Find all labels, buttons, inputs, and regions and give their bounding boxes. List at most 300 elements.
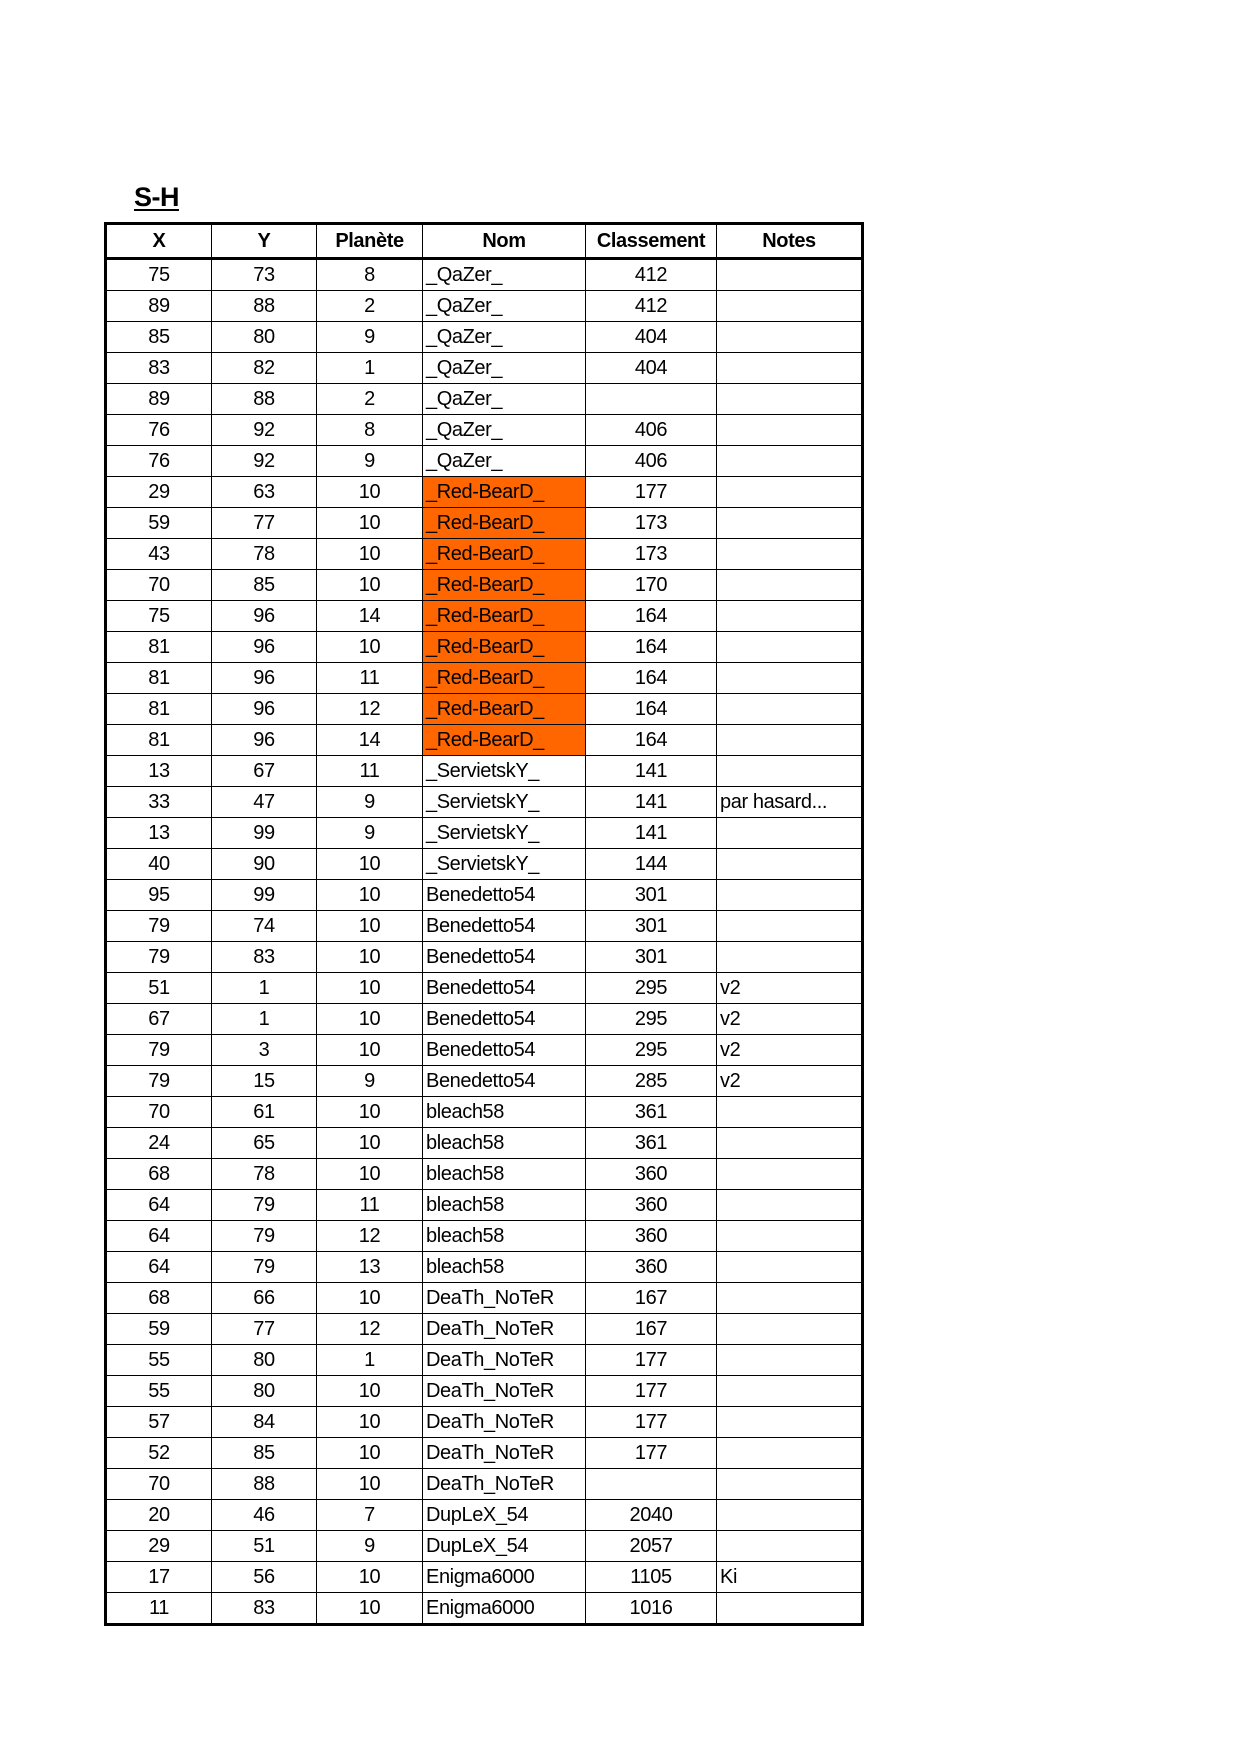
cell-nom: DeaTh_NoTeR: [423, 1376, 586, 1407]
cell-classement: 404: [586, 353, 717, 384]
cell-planete: 9: [317, 1066, 423, 1097]
cell-nom: bleach58: [423, 1159, 586, 1190]
cell-x: 17: [106, 1562, 212, 1593]
cell-classement: 361: [586, 1097, 717, 1128]
cell-classement: 164: [586, 725, 717, 756]
cell-classement: 406: [586, 415, 717, 446]
cell-x: 24: [106, 1128, 212, 1159]
cell-y: 80: [212, 1345, 317, 1376]
cell-notes: [717, 942, 863, 973]
cell-y: 74: [212, 911, 317, 942]
cell-x: 57: [106, 1407, 212, 1438]
cell-notes: [717, 570, 863, 601]
cell-classement: 177: [586, 1438, 717, 1469]
coordinates-table: [104, 222, 864, 1626]
cell-planete: 10: [317, 911, 423, 942]
cell-notes: [717, 508, 863, 539]
cell-y: 78: [212, 1159, 317, 1190]
cell-planete: 9: [317, 787, 423, 818]
cell-x: 85: [106, 322, 212, 353]
cell-x: 13: [106, 818, 212, 849]
cell-y: 96: [212, 694, 317, 725]
cell-notes: [717, 1345, 863, 1376]
cell-nom: _Red-BearD_: [423, 508, 586, 539]
cell-classement: 360: [586, 1221, 717, 1252]
table-row: [106, 1407, 863, 1438]
cell-x: 79: [106, 1035, 212, 1066]
table-row: [106, 1221, 863, 1252]
table-row: [106, 663, 863, 694]
cell-nom: _ServietskY_: [423, 849, 586, 880]
cell-notes: [717, 1407, 863, 1438]
cell-classement: 177: [586, 1376, 717, 1407]
cell-classement: 173: [586, 539, 717, 570]
cell-notes: [717, 1252, 863, 1283]
table-row: [106, 1562, 863, 1593]
cell-planete: 10: [317, 942, 423, 973]
cell-nom: Benedetto54: [423, 1035, 586, 1066]
cell-classement: 301: [586, 880, 717, 911]
cell-nom: DeaTh_NoTeR: [423, 1469, 586, 1500]
cell-planete: 11: [317, 756, 423, 787]
cell-x: 11: [106, 1593, 212, 1625]
table-row: [106, 570, 863, 601]
cell-nom: Enigma6000: [423, 1593, 586, 1625]
cell-notes: [717, 632, 863, 663]
cell-planete: 10: [317, 1097, 423, 1128]
table-row: [106, 415, 863, 446]
cell-y: 65: [212, 1128, 317, 1159]
table-row: [106, 353, 863, 384]
cell-notes: [717, 756, 863, 787]
cell-notes: [717, 880, 863, 911]
table-row: [106, 1345, 863, 1376]
cell-nom: DeaTh_NoTeR: [423, 1314, 586, 1345]
cell-planete: 10: [317, 880, 423, 911]
cell-planete: 11: [317, 663, 423, 694]
cell-planete: 11: [317, 1190, 423, 1221]
cell-notes: [717, 1531, 863, 1562]
cell-planete: 10: [317, 1035, 423, 1066]
table-row: [106, 911, 863, 942]
cell-classement: 141: [586, 787, 717, 818]
cell-classement: 295: [586, 1035, 717, 1066]
cell-notes: [717, 1097, 863, 1128]
cell-nom: bleach58: [423, 1221, 586, 1252]
cell-planete: 10: [317, 1407, 423, 1438]
cell-x: 70: [106, 570, 212, 601]
cell-classement: 2040: [586, 1500, 717, 1531]
cell-x: 55: [106, 1376, 212, 1407]
cell-planete: 12: [317, 1221, 423, 1252]
cell-planete: 10: [317, 570, 423, 601]
cell-planete: 10: [317, 477, 423, 508]
cell-planete: 9: [317, 1531, 423, 1562]
table-row: [106, 1066, 863, 1097]
table-row: [106, 1376, 863, 1407]
cell-x: 64: [106, 1221, 212, 1252]
cell-nom: bleach58: [423, 1097, 586, 1128]
cell-y: 15: [212, 1066, 317, 1097]
cell-x: 68: [106, 1159, 212, 1190]
cell-notes: v2: [717, 1004, 863, 1035]
cell-planete: 10: [317, 1128, 423, 1159]
cell-x: 75: [106, 259, 212, 291]
cell-notes: [717, 725, 863, 756]
cell-classement: 164: [586, 601, 717, 632]
cell-notes: par hasard...: [717, 787, 863, 818]
cell-x: 52: [106, 1438, 212, 1469]
cell-planete: 14: [317, 725, 423, 756]
cell-x: 43: [106, 539, 212, 570]
cell-nom: _Red-BearD_: [423, 539, 586, 570]
cell-classement: 301: [586, 942, 717, 973]
cell-classement: 412: [586, 291, 717, 322]
cell-planete: 2: [317, 384, 423, 415]
cell-x: 68: [106, 1283, 212, 1314]
cell-notes: [717, 259, 863, 291]
cell-y: 88: [212, 1469, 317, 1500]
table-row: [106, 259, 863, 291]
cell-y: 46: [212, 1500, 317, 1531]
cell-y: 61: [212, 1097, 317, 1128]
cell-x: 59: [106, 1314, 212, 1345]
table-row: [106, 1500, 863, 1531]
cell-y: 96: [212, 725, 317, 756]
cell-nom: DeaTh_NoTeR: [423, 1438, 586, 1469]
cell-planete: 10: [317, 1004, 423, 1035]
cell-y: 51: [212, 1531, 317, 1562]
table-row: [106, 1283, 863, 1314]
sheet-title: S-H: [134, 182, 179, 212]
cell-x: 59: [106, 508, 212, 539]
cell-planete: 9: [317, 818, 423, 849]
cell-notes: [717, 694, 863, 725]
table-row: [106, 477, 863, 508]
column-header-classement: Classement: [586, 224, 717, 259]
cell-planete: 10: [317, 539, 423, 570]
table-row: [106, 601, 863, 632]
cell-x: 13: [106, 756, 212, 787]
cell-planete: 10: [317, 1438, 423, 1469]
cell-classement: 360: [586, 1190, 717, 1221]
table-row: [106, 1531, 863, 1562]
cell-y: 85: [212, 1438, 317, 1469]
cell-planete: 10: [317, 1469, 423, 1500]
cell-x: 67: [106, 1004, 212, 1035]
table-row: [106, 1128, 863, 1159]
cell-planete: 10: [317, 1283, 423, 1314]
cell-notes: [717, 911, 863, 942]
cell-planete: 12: [317, 1314, 423, 1345]
table-row: [106, 1314, 863, 1345]
cell-x: 81: [106, 632, 212, 663]
table-row: [106, 1035, 863, 1066]
cell-classement: 285: [586, 1066, 717, 1097]
cell-y: 85: [212, 570, 317, 601]
cell-notes: [717, 291, 863, 322]
cell-classement: 360: [586, 1252, 717, 1283]
table-row: [106, 322, 863, 353]
cell-y: 79: [212, 1221, 317, 1252]
cell-y: 96: [212, 601, 317, 632]
cell-notes: [717, 477, 863, 508]
cell-nom: _QaZer_: [423, 446, 586, 477]
cell-notes: [717, 1593, 863, 1625]
table-row: [106, 942, 863, 973]
cell-x: 95: [106, 880, 212, 911]
cell-nom: DupLeX_54: [423, 1500, 586, 1531]
cell-y: 77: [212, 1314, 317, 1345]
cell-notes: [717, 322, 863, 353]
cell-classement: 406: [586, 446, 717, 477]
cell-y: 99: [212, 880, 317, 911]
cell-x: 83: [106, 353, 212, 384]
cell-classement: 177: [586, 1345, 717, 1376]
table-row: [106, 1190, 863, 1221]
cell-x: 51: [106, 973, 212, 1004]
cell-x: 79: [106, 942, 212, 973]
header-row: [106, 224, 863, 259]
cell-y: 3: [212, 1035, 317, 1066]
cell-x: 64: [106, 1190, 212, 1221]
cell-notes: [717, 1376, 863, 1407]
cell-planete: 8: [317, 259, 423, 291]
cell-classement: 360: [586, 1159, 717, 1190]
cell-x: 75: [106, 601, 212, 632]
cell-nom: bleach58: [423, 1252, 586, 1283]
table-row: [106, 849, 863, 880]
cell-classement: 1016: [586, 1593, 717, 1625]
cell-nom: _QaZer_: [423, 353, 586, 384]
cell-nom: Benedetto54: [423, 911, 586, 942]
cell-planete: 10: [317, 1562, 423, 1593]
cell-x: 79: [106, 911, 212, 942]
cell-planete: 9: [317, 446, 423, 477]
cell-x: 33: [106, 787, 212, 818]
cell-nom: Benedetto54: [423, 1004, 586, 1035]
cell-classement: 164: [586, 694, 717, 725]
cell-planete: 7: [317, 1500, 423, 1531]
cell-nom: _Red-BearD_: [423, 477, 586, 508]
cell-y: 78: [212, 539, 317, 570]
table-row: [106, 539, 863, 570]
cell-y: 79: [212, 1190, 317, 1221]
cell-nom: _Red-BearD_: [423, 663, 586, 694]
cell-y: 66: [212, 1283, 317, 1314]
cell-nom: Enigma6000: [423, 1562, 586, 1593]
cell-nom: bleach58: [423, 1128, 586, 1159]
cell-y: 88: [212, 384, 317, 415]
cell-nom: _Red-BearD_: [423, 601, 586, 632]
cell-classement: [586, 384, 717, 415]
cell-x: 70: [106, 1097, 212, 1128]
cell-y: 1: [212, 973, 317, 1004]
cell-y: 92: [212, 446, 317, 477]
cell-notes: [717, 849, 863, 880]
cell-nom: DeaTh_NoTeR: [423, 1345, 586, 1376]
cell-notes: [717, 1128, 863, 1159]
cell-classement: 173: [586, 508, 717, 539]
cell-y: 83: [212, 1593, 317, 1625]
cell-nom: _Red-BearD_: [423, 694, 586, 725]
cell-y: 96: [212, 632, 317, 663]
cell-planete: 9: [317, 322, 423, 353]
cell-notes: [717, 1500, 863, 1531]
cell-x: 81: [106, 694, 212, 725]
column-header-x: X: [106, 224, 212, 259]
cell-y: 47: [212, 787, 317, 818]
cell-x: 55: [106, 1345, 212, 1376]
table-row: [106, 756, 863, 787]
table-row: [106, 1159, 863, 1190]
cell-nom: _QaZer_: [423, 291, 586, 322]
cell-y: 99: [212, 818, 317, 849]
cell-planete: 2: [317, 291, 423, 322]
cell-y: 88: [212, 291, 317, 322]
cell-classement: 412: [586, 259, 717, 291]
cell-nom: DeaTh_NoTeR: [423, 1407, 586, 1438]
cell-y: 84: [212, 1407, 317, 1438]
table-row: [106, 291, 863, 322]
cell-x: 81: [106, 663, 212, 694]
cell-nom: _QaZer_: [423, 415, 586, 446]
table-row: [106, 787, 863, 818]
table-row: [106, 1097, 863, 1128]
cell-y: 96: [212, 663, 317, 694]
cell-nom: _ServietskY_: [423, 787, 586, 818]
cell-classement: 164: [586, 632, 717, 663]
cell-classement: 1105: [586, 1562, 717, 1593]
cell-classement: 404: [586, 322, 717, 353]
cell-y: 79: [212, 1252, 317, 1283]
cell-classement: 170: [586, 570, 717, 601]
cell-notes: [717, 1190, 863, 1221]
cell-y: 77: [212, 508, 317, 539]
cell-x: 89: [106, 291, 212, 322]
cell-x: 64: [106, 1252, 212, 1283]
table-row: [106, 632, 863, 663]
cell-notes: [717, 353, 863, 384]
table-row: [106, 880, 863, 911]
cell-y: 1: [212, 1004, 317, 1035]
table-row: [106, 1438, 863, 1469]
cell-classement: 144: [586, 849, 717, 880]
cell-nom: _ServietskY_: [423, 756, 586, 787]
cell-nom: Benedetto54: [423, 973, 586, 1004]
cell-notes: v2: [717, 1066, 863, 1097]
cell-classement: 167: [586, 1314, 717, 1345]
cell-x: 40: [106, 849, 212, 880]
cell-x: 79: [106, 1066, 212, 1097]
cell-classement: 295: [586, 1004, 717, 1035]
cell-notes: [717, 1221, 863, 1252]
cell-classement: 295: [586, 973, 717, 1004]
cell-x: 70: [106, 1469, 212, 1500]
cell-classement: 164: [586, 663, 717, 694]
cell-notes: [717, 446, 863, 477]
cell-x: 76: [106, 446, 212, 477]
cell-x: 29: [106, 1531, 212, 1562]
cell-planete: 10: [317, 849, 423, 880]
cell-nom: _QaZer_: [423, 384, 586, 415]
table-row: [106, 1252, 863, 1283]
table-row: [106, 1469, 863, 1500]
table-row: [106, 725, 863, 756]
cell-nom: Benedetto54: [423, 1066, 586, 1097]
cell-nom: Benedetto54: [423, 942, 586, 973]
cell-planete: 8: [317, 415, 423, 446]
cell-y: 83: [212, 942, 317, 973]
cell-nom: _Red-BearD_: [423, 632, 586, 663]
cell-classement: 167: [586, 1283, 717, 1314]
cell-y: 90: [212, 849, 317, 880]
cell-nom: _Red-BearD_: [423, 570, 586, 601]
cell-classement: 141: [586, 756, 717, 787]
cell-notes: [717, 1314, 863, 1345]
cell-notes: v2: [717, 973, 863, 1004]
cell-planete: 12: [317, 694, 423, 725]
cell-y: 56: [212, 1562, 317, 1593]
cell-y: 63: [212, 477, 317, 508]
cell-planete: 10: [317, 1159, 423, 1190]
table-row: [106, 1593, 863, 1625]
cell-notes: [717, 601, 863, 632]
cell-planete: 10: [317, 508, 423, 539]
cell-planete: 1: [317, 1345, 423, 1376]
cell-planete: 13: [317, 1252, 423, 1283]
cell-classement: 177: [586, 1407, 717, 1438]
cell-notes: Ki: [717, 1562, 863, 1593]
table-row: [106, 818, 863, 849]
table-row: [106, 508, 863, 539]
cell-nom: DeaTh_NoTeR: [423, 1283, 586, 1314]
table-body: [106, 259, 863, 1625]
cell-classement: 177: [586, 477, 717, 508]
cell-notes: v2: [717, 1035, 863, 1066]
cell-classement: [586, 1469, 717, 1500]
cell-nom: _ServietskY_: [423, 818, 586, 849]
cell-nom: _Red-BearD_: [423, 725, 586, 756]
cell-x: 89: [106, 384, 212, 415]
column-header-notes: Notes: [717, 224, 863, 259]
table-row: [106, 1004, 863, 1035]
table-row: [106, 384, 863, 415]
cell-y: 67: [212, 756, 317, 787]
cell-x: 29: [106, 477, 212, 508]
cell-x: 20: [106, 1500, 212, 1531]
cell-classement: 141: [586, 818, 717, 849]
cell-notes: [717, 818, 863, 849]
cell-nom: Benedetto54: [423, 880, 586, 911]
cell-planete: 10: [317, 1593, 423, 1625]
cell-planete: 10: [317, 632, 423, 663]
cell-y: 82: [212, 353, 317, 384]
cell-y: 80: [212, 1376, 317, 1407]
cell-classement: 2057: [586, 1531, 717, 1562]
cell-notes: [717, 384, 863, 415]
cell-nom: DupLeX_54: [423, 1531, 586, 1562]
cell-classement: 361: [586, 1128, 717, 1159]
cell-x: 81: [106, 725, 212, 756]
cell-nom: _QaZer_: [423, 259, 586, 291]
cell-y: 80: [212, 322, 317, 353]
cell-planete: 14: [317, 601, 423, 632]
cell-classement: 301: [586, 911, 717, 942]
table-row: [106, 973, 863, 1004]
cell-x: 76: [106, 415, 212, 446]
table-row: [106, 446, 863, 477]
